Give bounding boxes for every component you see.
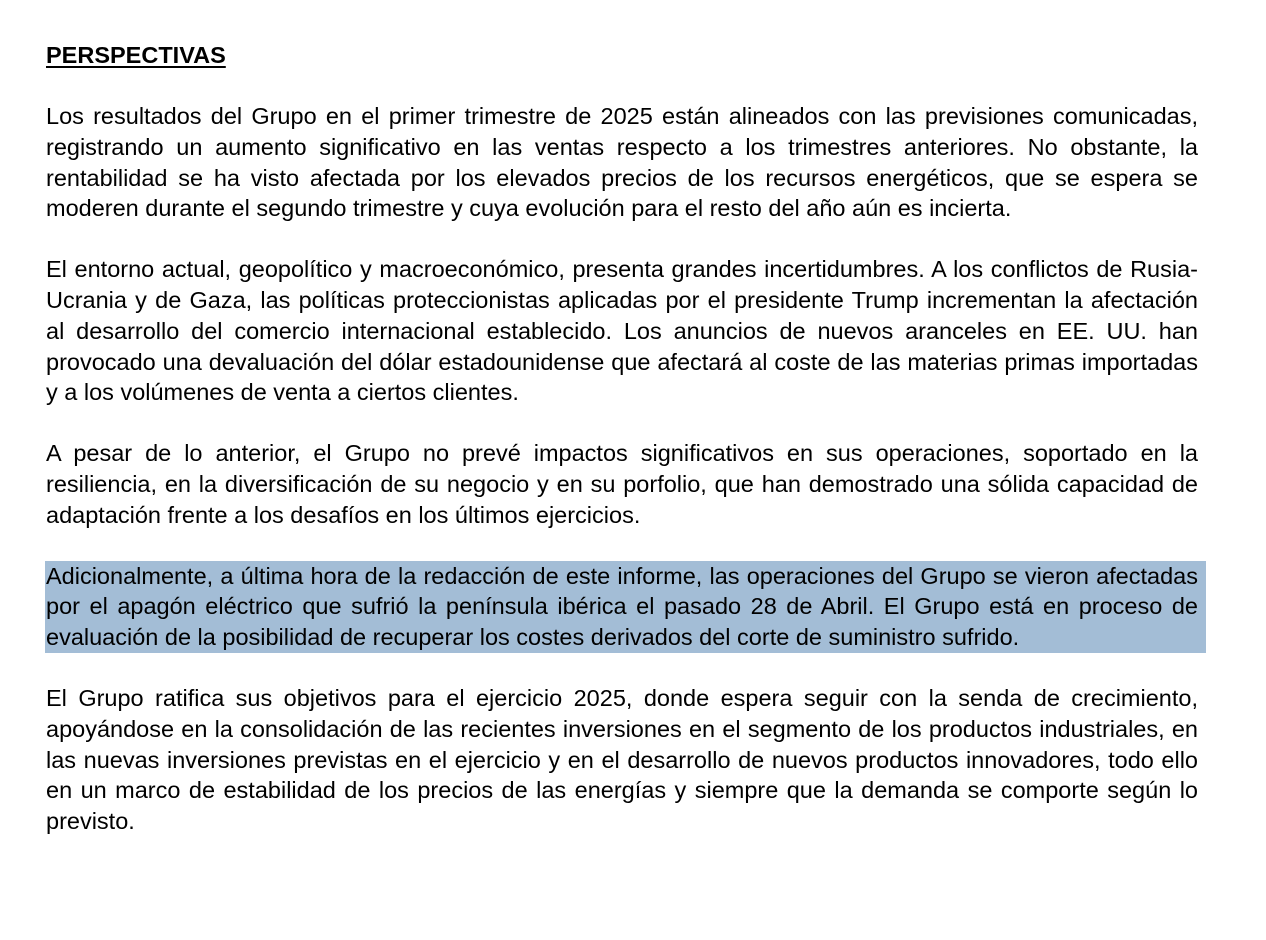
paragraph-blackout[interactable]: Adicionalmente, a última hora de la redacción de este informe, las operaciones del Grupo se vieron afectadas por el apagón eléctrico que sufrió la península ibérica el pasado 28 de Abril. El Grupo está en proceso de evaluación de la posibilidad de recuperar los costes derivados del corte de suministro sufrido. <box>46 562 1198 651</box>
paragraph-results: Los resultados del Grupo en el primer trimestre de 2025 están alineados con las previsiones comunicadas, registrando un aumento significativo en las ventas respecto a los trimestres anteriores. No obstante, la rentabilidad se ha visto afectada por los elevados precios de los recursos energéticos, que se espera se moderen durante el segundo trimestre y cuya evolución para el resto del año aún es incierta. <box>46 103 1198 222</box>
selected-text-block[interactable] <box>45 561 1206 653</box>
document-page <box>46 40 1198 867</box>
paragraph-objectives: El Grupo ratifica sus objetivos para el ejercicio 2025, donde espera seguir con la senda de crecimiento, apoyándose en la consolidación de las recientes inversiones en el segmento de los productos industriales, en las nuevas inversiones previstas en el ejercicio y en el desarrollo de nuevos productos innovadores, todo ello en un marco de estabilidad de los precios de las energías y siempre que la demanda se comporte según lo previsto. <box>46 684 1198 835</box>
paragraph-resilience: A pesar de lo anterior, el Grupo no prevé impactos significativos en sus operaciones, soportado en la resiliencia, en la diversificación de su negocio y en su porfolio, que han demostrado una sólida capacidad de adaptación frente a los desafíos en los últimos ejercicios. <box>46 440 1198 528</box>
section-heading: PERSPECTIVAS <box>46 42 226 68</box>
paragraph-environment: El entorno actual, geopolítico y macroeconómico, presenta grandes incertidumbres. A los conflictos de Rusia-Ucrania y de Gaza, las políticas proteccionistas aplicadas por el presidente Trump incrementan la afectación al desarrollo del comercio internacional establecido. Los anuncios de nuevos aranceles en EE. UU. han provocado una devaluación del dólar estadounidense que afectará al coste de las materias primas importadas y a los volúmenes de venta a ciertos clientes. <box>46 256 1198 406</box>
